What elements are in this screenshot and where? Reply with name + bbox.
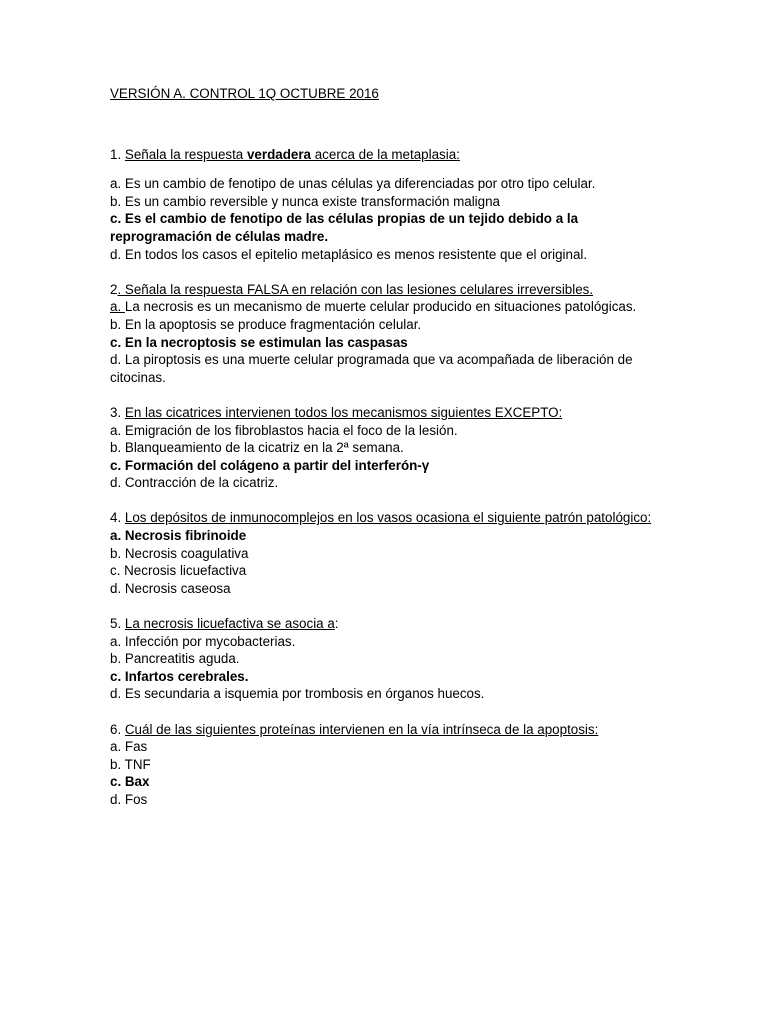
question-6-option-a: a. Fas: [110, 739, 148, 755]
question-3-option-a: a. Emigración de los fibroblastos hacia el foco de la lesión.: [110, 422, 458, 438]
question-3: [110, 404, 668, 492]
exam-title: VERSIÓN A. CONTROL 1Q OCTUBRE 2016: [110, 86, 379, 101]
question-6: [110, 721, 668, 809]
question-1: [110, 146, 668, 264]
question-2-option-b: b. En la apoptosis se produce fragmentación celular.: [110, 316, 422, 332]
question-1-stem: 1. Señala la respuesta verdadera acerca de la metaplasia:: [110, 146, 460, 162]
question-5-option-b: b. Pancreatitis aguda.: [110, 651, 240, 667]
question-3-option-b: b. Blanqueamiento de la cicatriz en la 2ª semana.: [110, 440, 404, 456]
question-6-option-d: d. Fos: [110, 791, 148, 807]
question-4: [110, 509, 668, 597]
question-6-stem: 6. Cuál de las siguientes proteínas intervienen en la vía intrínseca de la apoptosis:: [110, 721, 599, 737]
question-5: [110, 615, 668, 703]
question-2-option-d: d. La piroptosis es una muerte celular programada que va acompañada de liberación de citocinas.: [110, 352, 633, 385]
question-4-option-d: d. Necrosis caseosa: [110, 580, 231, 596]
question-5-option-d: d. Es secundaria a isquemia por trombosis en órganos huecos.: [110, 686, 485, 702]
question-1-option-c-answer: c. Es el cambio de fenotipo de las células propias de un tejido debido a la reprogramación de células madre.: [110, 211, 579, 244]
question-1-option-a: a. Es un cambio de fenotipo de unas células ya diferenciadas por otro tipo celular.: [110, 176, 596, 192]
question-3-option-d: d. Contracción de la cicatriz.: [110, 475, 279, 491]
question-3-option-c-answer: c. Formación del colágeno a partir del interferón-γ: [110, 457, 430, 473]
question-1-option-b: b. Es un cambio reversible y nunca existe transformación maligna: [110, 193, 501, 209]
question-6-option-b: b. TNF: [110, 756, 151, 772]
question-4-stem: 4. Los depósitos de inmunocomplejos en los vasos ocasiona el siguiente patrón patológico:: [110, 510, 652, 526]
question-5-option-a: a. Infección por mycobacterias.: [110, 633, 296, 649]
question-2: [110, 281, 668, 387]
question-4-option-c: c. Necrosis licuefactiva: [110, 563, 247, 579]
question-6-option-c-answer: c. Bax: [110, 774, 150, 790]
question-4-option-b: b. Necrosis coagulativa: [110, 545, 249, 561]
question-4-option-a-answer: a. Necrosis fibrinoide: [110, 528, 247, 544]
question-2-stem: 2. Señala la respuesta FALSA en relación con las lesiones celulares irreversibles.: [110, 281, 594, 297]
question-5-stem: 5. La necrosis licuefactiva se asocia a:: [110, 616, 339, 632]
question-3-stem: 3. En las cicatrices intervienen todos los mecanismos siguientes EXCEPTO:: [110, 404, 563, 420]
question-5-option-c-answer: c. Infartos cerebrales.: [110, 668, 249, 684]
question-2-option-a: a. La necrosis es un mecanismo de muerte celular producido en situaciones patológicas.: [110, 299, 637, 315]
question-2-option-c-answer: c. En la necroptosis se estimulan las caspasas: [110, 334, 408, 350]
question-1-option-d: d. En todos los casos el epitelio metaplásico es menos resistente que el original.: [110, 246, 588, 262]
